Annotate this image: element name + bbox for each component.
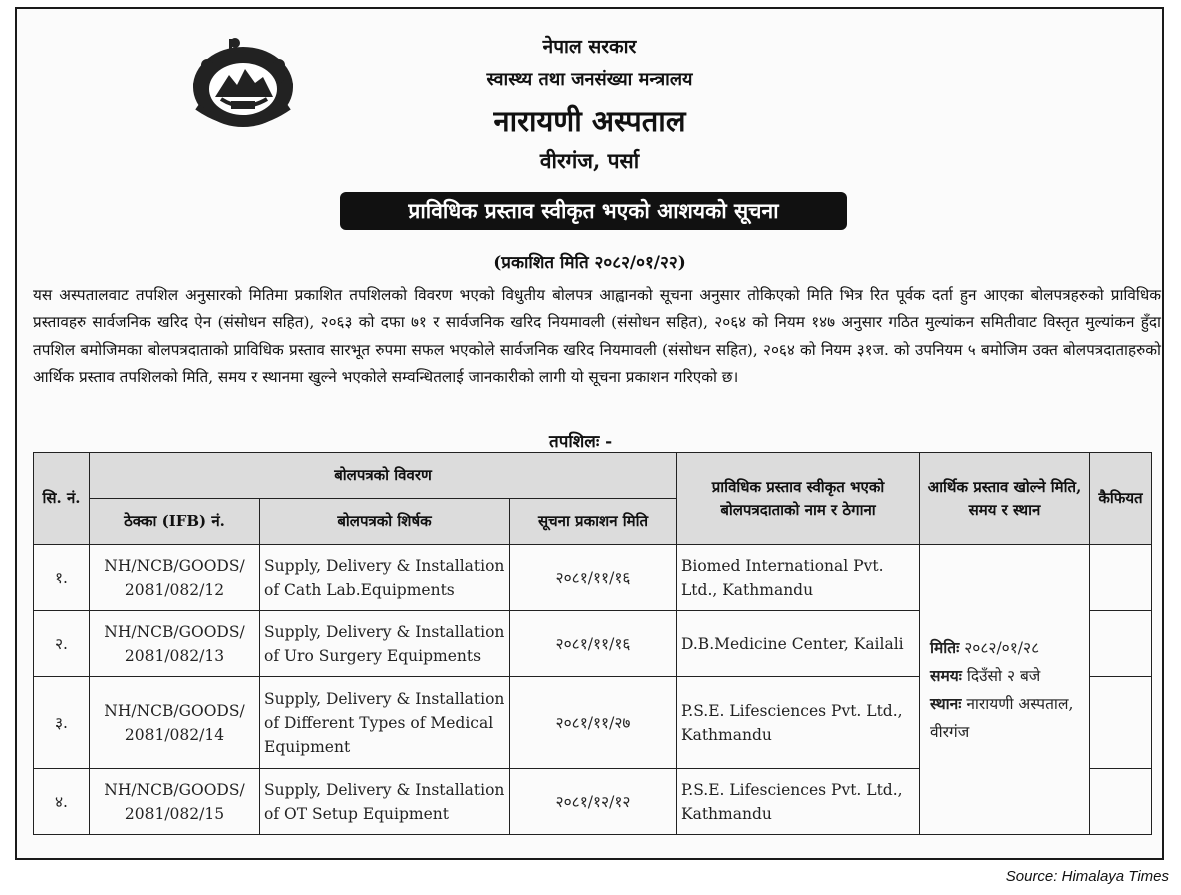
header-bid-details: बोलपत्रको विवरण xyxy=(90,453,677,499)
notice-date: २०८१/११/१६ xyxy=(510,611,677,677)
table-row xyxy=(34,545,1152,611)
header-notice-date: सूचना प्रकाशन मिति xyxy=(510,499,677,545)
remarks-cell xyxy=(1090,677,1152,769)
notice-date: २०८१/११/२७ xyxy=(510,677,677,769)
notice-title-banner: प्राविधिक प्रस्ताव स्वीकृत भएको आशयको सूचना xyxy=(340,192,847,230)
ministry-name: स्वास्थ्य तथा जनसंख्या मन्त्रालय xyxy=(486,69,693,90)
notice-date: २०८१/१२/१२ xyxy=(510,769,677,835)
financial-opening-details xyxy=(920,545,1090,835)
opening-date: मितिः २०८२/०१/२८ xyxy=(930,637,1040,657)
serial-number: १. xyxy=(34,545,90,611)
bid-title: Supply, Delivery & Installation of OT Setup Equipment xyxy=(260,769,510,835)
header-bidder: प्राविधिक प्रस्ताव स्वीकृत भएको बोलपत्रदाताको नाम र ठेगाना xyxy=(677,453,920,545)
opening-place: स्थानः नारायणी अस्पताल, वीरगंज xyxy=(930,693,1074,741)
serial-number: २. xyxy=(34,611,90,677)
bid-title: Supply, Delivery & Installation of Cath Lab.Equipments xyxy=(260,545,510,611)
bid-title: Supply, Delivery & Installation of Different Types of Medical Equipment xyxy=(260,677,510,769)
header-ifb-number: ठेक्का (IFB) नं. xyxy=(90,499,260,545)
notice-body-paragraph: यस अस्पतालवाट तपशिल अनुसारको मितिमा प्रकाशित तपशिलको विवरण भएको विधुतीय बोलपत्र आह्वानको सूचना अनुसार तोकिएको मिति भित्र रित पूर्वक दर्ता हुन आएका बोलपत्रहरुको प्राविधिक प्रस्तावहरु सार्वजनिक खरिद ऐन (संसोधन सहित), २०६३ को दफा ७१ र सार्वजनिक खरिद नियमावली (संसोधन सहित), २०६४ को नियम १४७ अनुसार गठित मुल्यांकन समितीवाट विस्तृत मुल्यांकन हुँदा तपशिल बमोजिमका बोलपत्रदाताको प्राविधिक प्रस्ताव सारभूत रुपमा सफल भएकोले सार्वजनिक खरिद नियमावली (संसोधन सहित), २०६४ को नियम ३१ज. को उपनियम ५ बमोजिम उक्त बोलपत्रदाताहरुको आर्थिक प्रस्ताव तपशिलको मिति, समय र स्थानमा खुल्ने भएकोले सम्वन्धितलाई जानकारीको लागी यो सूचना प्रकाशन गरिएको छ। xyxy=(33,286,1161,386)
notice-date: २०८१/११/१६ xyxy=(510,545,677,611)
ifb-number: NH/NCB/GOODS/ 2081/082/15 xyxy=(90,769,260,835)
header-serial-number: सि. नं. xyxy=(34,453,90,545)
header-bid-title: बोलपत्रको शिर्षक xyxy=(260,499,510,545)
serial-number: ३. xyxy=(34,677,90,769)
hospital-location: वीरगंज, पर्सा xyxy=(539,148,640,173)
government-name: नेपाल सरकार xyxy=(542,36,637,58)
ifb-number: NH/NCB/GOODS/ 2081/082/13 xyxy=(90,611,260,677)
notice-document xyxy=(15,7,1164,860)
bidder-name: P.S.E. Lifesciences Pvt. Ltd., Kathmandu xyxy=(677,769,920,835)
schedule-label: तपशिलः - xyxy=(549,432,613,452)
bidder-name: P.S.E. Lifesciences Pvt. Ltd., Kathmandu xyxy=(677,677,920,769)
remarks-cell xyxy=(1090,611,1152,677)
remarks-cell xyxy=(1090,769,1152,835)
bidder-name: D.B.Medicine Center, Kailali xyxy=(677,611,920,677)
bidder-name: Biomed International Pvt. Ltd., Kathmandu xyxy=(677,545,920,611)
remarks-cell xyxy=(1090,545,1152,611)
opening-time: समयः दिउँसो २ बजे xyxy=(930,665,1041,685)
source-credit: Source: Himalaya Times xyxy=(1005,868,1169,885)
header-opening-details: आर्थिक प्रस्ताव खोल्ने मिति, समय र स्थान xyxy=(920,453,1090,545)
hospital-name: नारायणी अस्पताल xyxy=(493,104,686,138)
bid-schedule-table xyxy=(33,452,1152,835)
header-remarks: कैफियत xyxy=(1090,453,1152,545)
serial-number: ४. xyxy=(34,769,90,835)
ifb-number: NH/NCB/GOODS/ 2081/082/14 xyxy=(90,677,260,769)
bid-title: Supply, Delivery & Installation of Uro Surgery Equipments xyxy=(260,611,510,677)
ifb-number: NH/NCB/GOODS/ 2081/082/12 xyxy=(90,545,260,611)
published-date: (प्रकाशित मिति २०८२/०१/२२) xyxy=(493,253,686,273)
